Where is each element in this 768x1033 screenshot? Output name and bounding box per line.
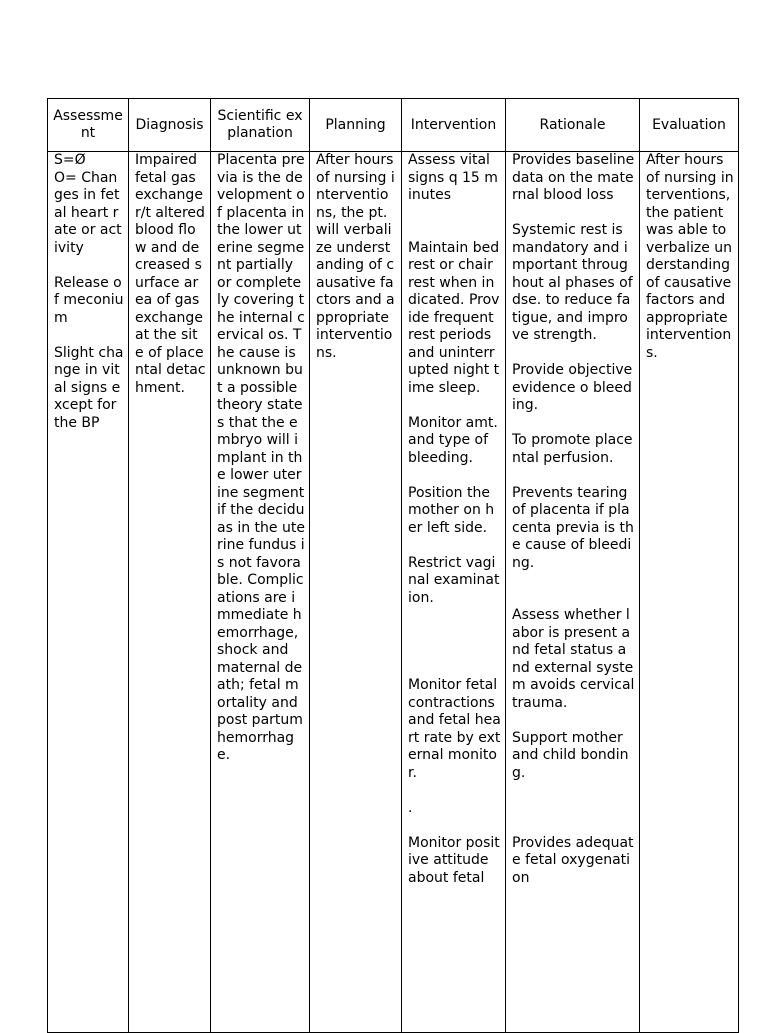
header-intervention: Intervention	[402, 99, 506, 152]
header-rationale: Rationale	[506, 99, 640, 152]
planning-cell: After hours of nursing interventions, the pt. will verbalize understanding of causative factors and appropriate interventions.	[310, 152, 402, 1033]
assessment-cell: S=Ø O= Changes in fetal heart rate or activity Release of meconium Slight change in vital signs except for the BP	[48, 152, 129, 1033]
table-row	[48, 152, 739, 1033]
header-planning: Planning	[310, 99, 402, 152]
diagnosis-cell: Impaired fetal gas exchange r/t altered blood flow and decreased surface area of gas exchange at the site of placental detachment.	[129, 152, 211, 1033]
scientific-explanation-cell: Placenta previa is the development of placenta in the lower uterine segment partially or completely covering the internal cervical os. The cause is unknown but a possible theory states that the embryo will implant in the lower uterine segment if the deciduas in the uterine fundus is not favorable. Complications are immediate hemorrhage, shock and maternal death; fetal mortality and post partum hemorrhage.	[211, 152, 310, 1033]
rationale-cell: Provides baseline data on the maternal blood loss Systemic rest is mandatory and important throughout al phases of dse. to reduce fatigue, and improve strength. Provide objective evidence o bleeding. To promote placental perfusion. Prevents tearing of placenta if placenta previa is the cause of bleeding. Assess whether labor is present and fetal status and external system avoids cervical trauma. Support mother and child bonding. Provides adequate fetal oxygenation	[506, 152, 640, 1033]
header-row	[48, 99, 739, 152]
intervention-cell: Assess vital signs q 15 minutes Maintain bed rest or chair rest when indicated. Provide frequent rest periods and uninterrupted night time sleep. Monitor amt. and type of bleeding. Position the mother on her left side. Restrict vaginal examination. Monitor fetal contractions and fetal heart rate by external monitor. . Monitor positive attitude about fetal	[402, 152, 506, 1033]
evaluation-cell: After hours of nursing interventions, the patient was able to verbalize understanding of causative factors and appropriate interventions.	[640, 152, 739, 1033]
nursing-care-plan-table	[47, 98, 739, 1033]
header-assessment: Assessment	[48, 99, 129, 152]
header-evaluation: Evaluation	[640, 99, 739, 152]
header-diagnosis: Diagnosis	[129, 99, 211, 152]
header-scientific-explanation: Scientific explanation	[211, 99, 310, 152]
